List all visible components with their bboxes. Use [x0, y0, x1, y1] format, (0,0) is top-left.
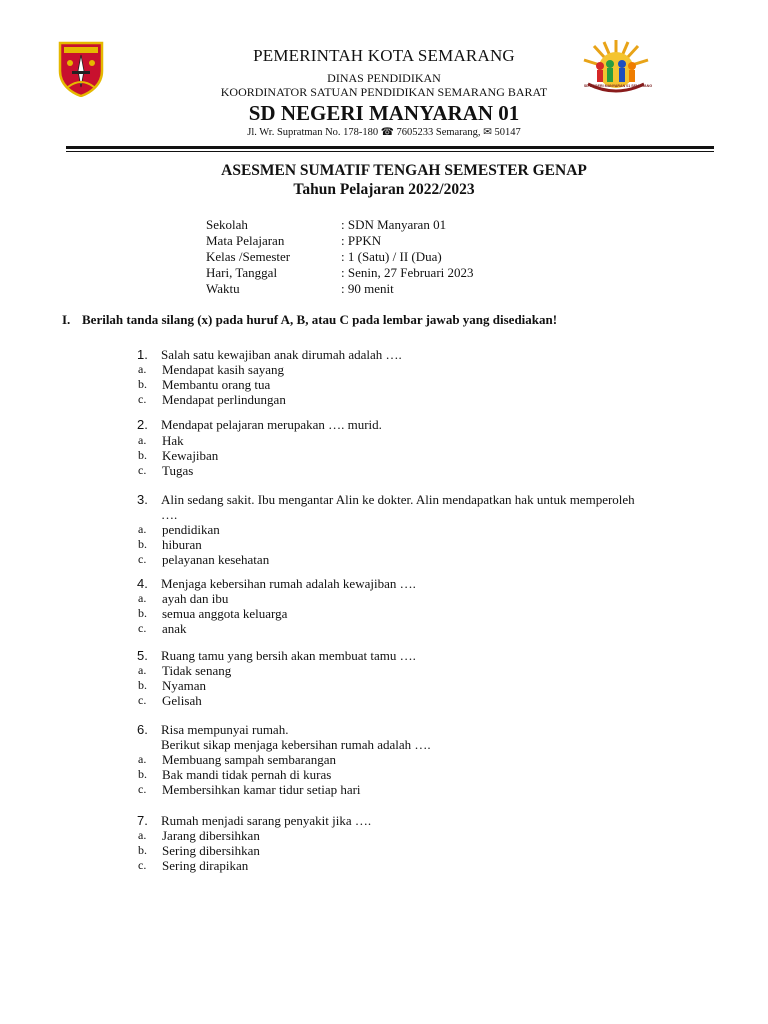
option-a: a. Jarang dibersihkan: [138, 828, 260, 843]
question-text-continued: Berikut sikap menjaga kebersihan rumah adalah ….: [161, 737, 431, 752]
info-label: Mata Pelajaran: [206, 233, 285, 248]
question-number: 3.: [137, 492, 148, 507]
question-text: Mendapat pelajaran merupakan …. murid.: [161, 417, 382, 432]
info-value: : PPKN: [341, 233, 382, 248]
header-divider-thick: [66, 146, 714, 149]
option-a: a. Mendapat kasih sayang: [138, 362, 285, 377]
academic-year: Tahun Pelajaran 2022/2023: [293, 181, 475, 198]
option-c: c. Mendapat perlindungan: [138, 392, 286, 407]
info-row: [206, 233, 474, 249]
info-row: [206, 249, 474, 265]
option-b: b. Sering dibersihkan: [138, 843, 260, 858]
question-number: 1.: [137, 347, 148, 362]
option-b: b. Bak mandi tidak pernah di kuras: [138, 767, 332, 782]
section-instruction: [62, 312, 557, 328]
info-row: [206, 217, 474, 233]
option-a: a. Hak: [138, 433, 184, 448]
question-text: Risa mempunyai rumah.: [161, 722, 289, 737]
government-name: PEMERINTAH KOTA SEMARANG: [253, 46, 515, 65]
exam-title: ASESMEN SUMATIF TENGAH SEMESTER GENAP: [221, 162, 587, 179]
question-text: Menjaga kebersihan rumah adalah kewajiban ….: [161, 576, 416, 591]
question-number: 5.: [137, 648, 148, 663]
question-text: Rumah menjadi sarang penyakit jika ….: [161, 813, 372, 828]
question-7: [137, 813, 371, 873]
info-row: [206, 265, 474, 281]
school-logo-caption: SD NEGERI MANYARAN 01 SEMARANG: [583, 84, 653, 88]
info-value: : SDN Manyaran 01: [341, 217, 447, 232]
question-6: [137, 722, 431, 797]
option-a: a. ayah dan ibu: [138, 591, 229, 606]
school-name: SD NEGERI MANYARAN 01: [248, 101, 520, 125]
option-b: b. Membantu orang tua: [138, 377, 271, 392]
question-1: [137, 347, 402, 407]
option-c: c. Membersihkan kamar tidur setiap hari: [138, 782, 361, 797]
info-value: : Senin, 27 Februari 2023: [341, 265, 474, 280]
header-divider-thin: [66, 151, 714, 152]
info-label: Kelas /Semester: [206, 249, 291, 264]
question-5: [137, 648, 416, 708]
option-c: c. Gelisah: [138, 693, 202, 708]
info-label: Hari, Tanggal: [206, 265, 278, 280]
option-c: c. anak: [138, 621, 187, 636]
question-text-continued: ….: [161, 507, 178, 522]
question-number: 7.: [137, 813, 148, 828]
info-label: Waktu: [206, 281, 240, 296]
option-a: a. pendidikan: [138, 522, 220, 537]
option-c: c. pelayanan kesehatan: [138, 552, 270, 567]
option-b: b. hiburan: [138, 537, 202, 552]
section-number: I.: [62, 312, 71, 327]
info-label: Sekolah: [206, 217, 248, 232]
instruction-text: Berilah tanda silang (x) pada huruf A, B, atau C pada lembar jawab yang disediakan!: [82, 312, 558, 327]
coordinator-name: KOORDINATOR SATUAN PENDIDIKAN SEMARANG BARAT: [220, 85, 548, 99]
option-b: b. Kewajiban: [138, 448, 219, 463]
option-c: c. Tugas: [138, 463, 194, 478]
option-a: a. Tidak senang: [138, 663, 232, 678]
question-text: Alin sedang sakit. Ibu mengantar Alin ke dokter. Alin mendapatkan hak untuk memperoleh: [161, 492, 635, 507]
option-b: b. Nyaman: [138, 678, 207, 693]
question-2: [137, 417, 382, 478]
option-c: c. Sering dirapikan: [138, 858, 249, 873]
question-3: [137, 492, 727, 567]
school-address: Jl. Wr. Supratman No. 178-180 ☎ 7605233 Semarang, ✉ 50147: [247, 127, 521, 138]
question-number: 2.: [137, 417, 148, 432]
question-4: [137, 576, 416, 636]
info-value: : 1 (Satu) / II (Dua): [341, 249, 442, 264]
department-name: DINAS PENDIDIKAN: [327, 71, 441, 85]
exam-info-table: [206, 217, 474, 297]
option-a: a. Membuang sampah sembarangan: [138, 752, 337, 767]
info-row: [206, 281, 474, 297]
info-value: : 90 menit: [341, 281, 394, 296]
option-b: b. semua anggota keluarga: [138, 606, 288, 621]
question-text: Salah satu kewajiban anak dirumah adalah ….: [161, 347, 402, 362]
question-number: 6.: [137, 722, 148, 737]
question-text: Ruang tamu yang bersih akan membuat tamu ….: [161, 648, 416, 663]
question-number: 4.: [137, 576, 148, 591]
